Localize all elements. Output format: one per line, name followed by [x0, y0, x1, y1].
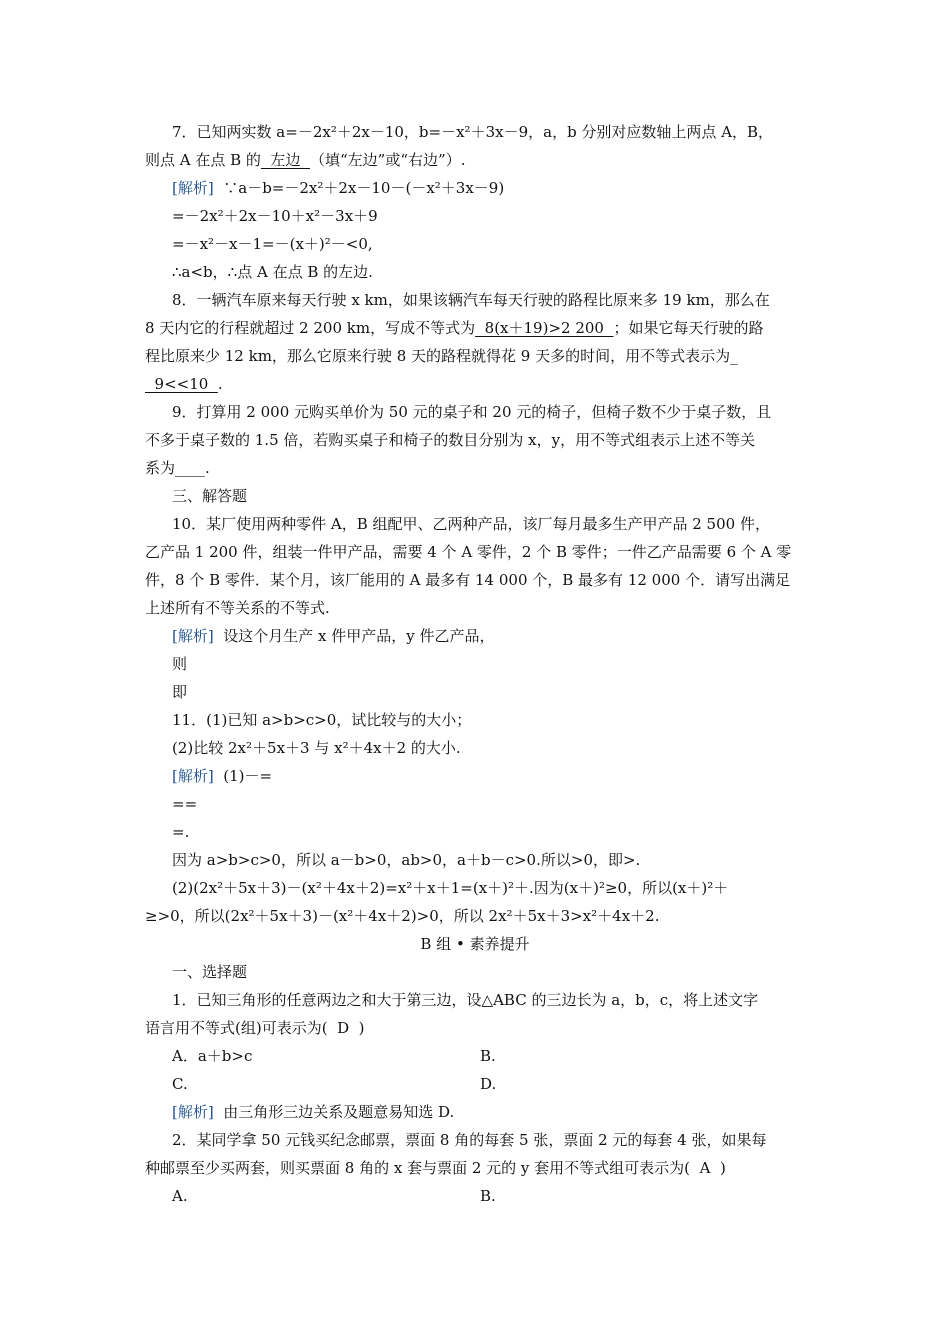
b1-answer: D — [327, 1019, 359, 1037]
b1-option-d: D. — [480, 1075, 497, 1093]
q8-answer-2: 9<<10 — [145, 375, 218, 393]
q11-solution-2: == — [172, 795, 198, 813]
q7-solution-1: [解析] ∵a－b=－2x²＋2x－10－(－x²＋3x－9) — [172, 179, 505, 197]
solution-tag: [解析] — [172, 767, 214, 785]
q7-line-2: 则点 A 在点 B 的 左边 （填“左边”或“右边”）. — [145, 151, 466, 169]
q10-solution-2: 则 — [172, 655, 188, 673]
b1-solution: [解析] 由三角形三边关系及题意易知选 D. — [172, 1103, 455, 1121]
q10-solution-3: 即 — [172, 683, 188, 701]
q7-solution-4: ∴a<b，∴点 A 在点 B 的左边. — [172, 263, 373, 281]
q11-line-2: (2)比较 2x²＋5x＋3 与 x²＋4x＋2 的大小. — [172, 739, 461, 757]
group-b-heading: B 组 • 素养提升 — [420, 935, 530, 953]
b2-option-b: B. — [480, 1187, 496, 1205]
q11-solution-3: =. — [172, 823, 190, 841]
q10-line-2: 乙产品 1 200 件，组装一件甲产品，需要 4 个 A 零件，2 个 B 零件；一件乙产品需要 6 个 A 零 — [145, 543, 792, 561]
q7-answer: 左边 — [260, 151, 311, 169]
q11-solution-5: (2)(2x²＋5x＋3)－(x²＋4x＋2)=x²＋x＋1=(x＋)²＋.因为(x＋)²≥0，所以(x＋)²＋ — [172, 879, 729, 897]
q8-answer-1: 8(x＋19)>2 200 — [475, 319, 614, 337]
b1-option-c: C. — [172, 1075, 188, 1093]
solution-tag: [解析] — [172, 179, 214, 197]
q8-line-2: 8 天内它的行程就超过 2 200 km，写成不等式为 8(x＋19)>2 200 ；如果它每天行驶的路 — [145, 319, 764, 337]
q7-solution-3: =－x²－x－1=－(x＋)²－<0, — [172, 235, 373, 253]
section-heading-1: 一、选择题 — [172, 963, 248, 981]
q11-line-1: 11．(1)已知 a>b>c>0，试比较与的大小； — [172, 711, 472, 729]
b2-line-1: 2．某同学拿 50 元钱买纪念邮票，票面 8 角的每套 5 张，票面 2 元的每套 4 张，如果每 — [172, 1131, 767, 1149]
b1-line-1: 1．已知三角形的任意两边之和大于第三边，设△ABC 的三边长为 a，b，c，将上述文字 — [172, 991, 759, 1009]
q9-line-1: 9．打算用 2 000 元购买单价为 50 元的桌子和 20 元的椅子，但椅子数不少于桌子数，且 — [172, 403, 772, 421]
section-heading-3: 三、解答题 — [172, 487, 248, 505]
q10-solution-1: [解析] 设这个月生产 x 件甲产品，y 件乙产品， — [172, 627, 495, 645]
q10-line-3: 件，8 个 B 零件．某个月，该厂能用的 A 最多有 14 000 个，B 最多有 12 000 个．请写出满足 — [145, 571, 791, 589]
q7-line-1: 7．已知两实数 a=－2x²＋2x－10，b=－x²＋3x－9，a，b 分别对应数轴上两点 A，B， — [172, 123, 774, 141]
q8-line-1: 8．一辆汽车原来每天行驶 x km，如果该辆汽车每天行驶的路程比原来多 19 km，那么在 — [172, 291, 770, 309]
q9-line-2: 不多于桌子数的 1.5 倍，若购买桌子和椅子的数目分别为 x，y，用不等式组表示上述不等关 — [145, 431, 756, 449]
b1-line-2: 语言用不等式(组)可表示为( D ) — [145, 1019, 365, 1037]
solution-tag: [解析] — [172, 1103, 214, 1121]
b2-option-a: A. — [172, 1187, 188, 1205]
b2-answer: A — [690, 1159, 720, 1177]
b1-option-a: A．a＋b>c — [172, 1047, 253, 1065]
q11-solution-1: [解析] (1)－= — [172, 767, 273, 785]
q11-solution-6: ≥>0，所以(2x²＋5x＋3)－(x²＋4x＋2)>0，所以 2x²＋5x＋3>x²＋4x＋2. — [145, 907, 660, 925]
q7-solution-2: =－2x²＋2x－10＋x²－3x＋9 — [172, 207, 378, 225]
b1-option-b: B. — [480, 1047, 496, 1065]
q11-solution-4: 因为 a>b>c>0，所以 a－b>0，ab>0，a＋b－c>0.所以>0，即>. — [172, 851, 641, 869]
q8-line-4: 9<<10 . — [145, 375, 223, 393]
q10-line-1: 10．某厂使用两种零件 A，B 组配甲、乙两种产品，该厂每月最多生产甲产品 2 500 件， — [172, 515, 770, 533]
q8-line-3: 程比原来少 12 km，那么它原来行驶 8 天的路程就得花 9 天多的时间，用不等式表示为_ — [145, 347, 738, 365]
b2-line-2: 种邮票至少买两套，则买票面 8 角的 x 套与票面 2 元的 y 套用不等式组可表示为( A ) — [145, 1159, 726, 1177]
solution-tag: [解析] — [172, 627, 214, 645]
q10-line-4: 上述所有不等关系的不等式. — [145, 599, 330, 617]
q9-line-3: 系为____. — [145, 459, 210, 477]
